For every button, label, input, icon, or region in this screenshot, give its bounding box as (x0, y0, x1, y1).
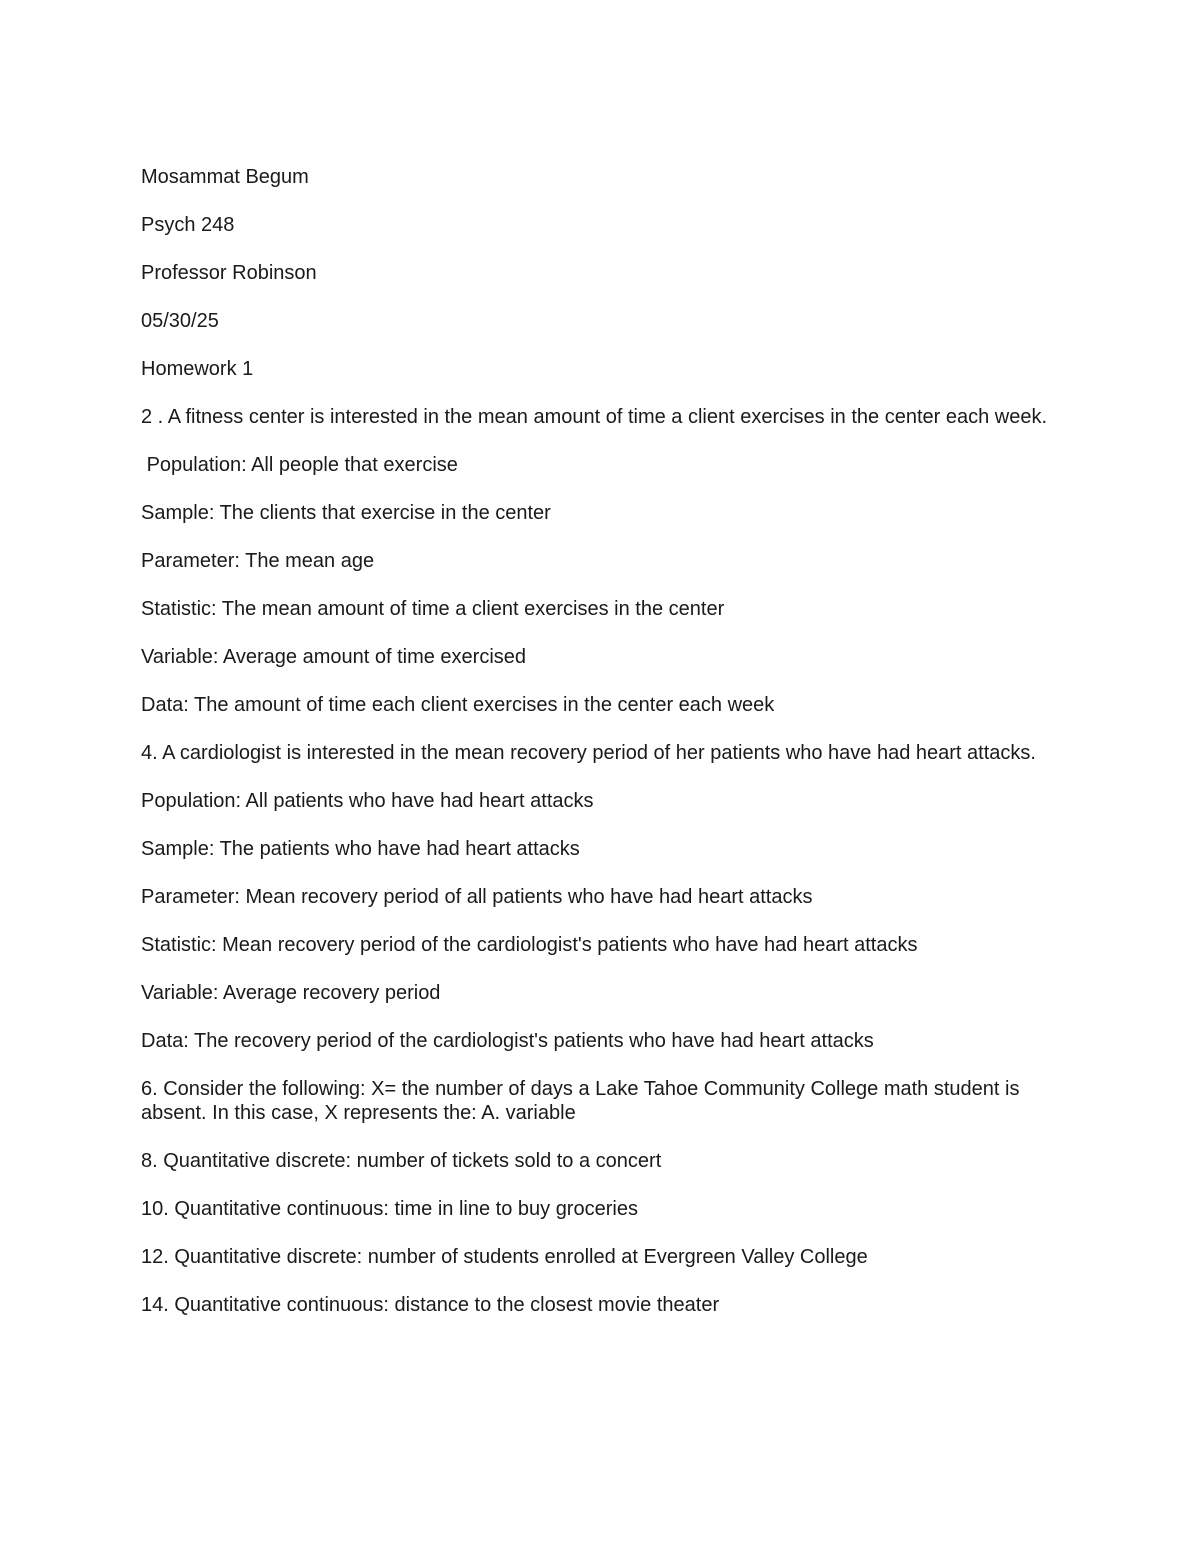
assignment-date: 05/30/25 (141, 310, 219, 332)
q4-sample: Sample: The patients who have had heart attacks (141, 838, 580, 860)
q4-data: Data: The recovery period of the cardiologist's patients who have had heart attacks (141, 1030, 874, 1052)
professor-name: Professor Robinson (141, 262, 317, 284)
question-6: 6. Consider the following: X= the number of days a Lake Tahoe Community College math student is absent. In this case, X represents the: A. variable (141, 1078, 1026, 1124)
q2-sample: Sample: The clients that exercise in the center (141, 502, 551, 524)
q2-statistic: Statistic: The mean amount of time a client exercises in the center (141, 598, 725, 620)
q4-parameter: Parameter: Mean recovery period of all patients who have had heart attacks (141, 886, 813, 908)
q4-variable: Variable: Average recovery period (141, 982, 441, 1004)
question-12: 12. Quantitative discrete: number of students enrolled at Evergreen Valley College (141, 1246, 868, 1268)
q4-statistic: Statistic: Mean recovery period of the cardiologist's patients who have had heart attacks (141, 934, 918, 956)
q2-variable: Variable: Average amount of time exercised (141, 646, 527, 668)
assignment-title: Homework 1 (141, 358, 254, 380)
course-name: Psych 248 (141, 214, 235, 236)
q4-population: Population: All patients who have had heart attacks (141, 790, 594, 812)
q2-data: Data: The amount of time each client exercises in the center each week (141, 694, 775, 716)
document-body (141, 165, 1071, 1341)
question-10: 10. Quantitative continuous: time in line to buy groceries (141, 1198, 638, 1220)
question-2: 2 . A fitness center is interested in the mean amount of time a client exercises in the center each week. (141, 406, 1048, 428)
question-14: 14. Quantitative continuous: distance to the closest movie theater (141, 1294, 720, 1316)
student-name: Mosammat Begum (141, 166, 309, 188)
question-8: 8. Quantitative discrete: number of tickets sold to a concert (141, 1150, 662, 1172)
q2-population: Population: All people that exercise (141, 454, 458, 476)
question-4: 4. A cardiologist is interested in the mean recovery period of her patients who have had heart attacks. (141, 742, 1036, 764)
q2-parameter: Parameter: The mean age (141, 550, 375, 572)
